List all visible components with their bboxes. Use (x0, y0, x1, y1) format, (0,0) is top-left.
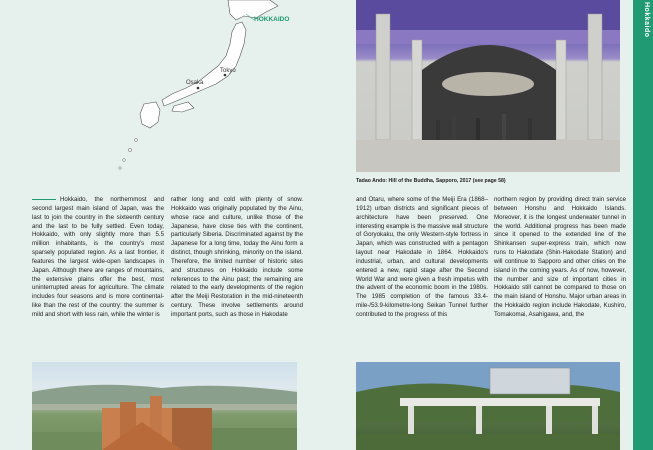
map-label-osaka: Osaka (186, 80, 204, 86)
map-label-tokyo: Tokyo (220, 68, 236, 74)
photo-brick-building (32, 362, 297, 450)
text-column-2 (171, 196, 303, 320)
photo-caption: Tadao Ando: Hill of the Buddha, Sapporo, 2017 (see page 58) (356, 178, 506, 184)
hill-of-buddha-illustration (356, 0, 620, 172)
map-label-hokkaido: HOKKAIDO (254, 16, 290, 23)
column-4-text: northern region by providing direct train service between Honshu and Hokkaido Islands. Moreover, it is the longest underwater tunnel in the world. Additional progress has been made since it opened to the extended line of the Shinkansen super-express train, which now runs to Hakodate (Shin-Hakodate Station) and will continue to Sapporo and other cities on the island in the coming years. As of now, however, the number and size of important cities in Hokkaido still cannot be compared to those on the main island of Honshu. Major urban areas in the Hokkaido region include Hakodate, Kushiro, Tomakomai, Asahigawa, and, the (494, 196, 626, 318)
photo-hill-of-buddha (356, 0, 620, 172)
photo-modern-building (356, 362, 620, 450)
text-column-4 (494, 196, 626, 320)
japan-map (110, 0, 310, 180)
text-column-1 (32, 196, 164, 320)
lead-rule (32, 199, 56, 200)
chapter-tab (633, 0, 653, 450)
japan-map-graphic (110, 0, 310, 180)
column-1-text: Hokkaido, the northernmost and second largest main island of Japan, was the last to join the country in the sixteenth century and the last to be fully settled. Even today, Hokkaido, with only slightly more than 5.5 million inhabitants, is the country's most sparsely populated region. As a last frontier, it features the largest wide-open landscapes in Japan. Although there are ranges of mountains, the extensive plains offer the best, most uninterrupted areas for agriculture. The climate includes four seasons and is more continental-like than the rest of the country: the summer is mild and short with less rain, while the winter is (32, 196, 164, 318)
column-3-text: and Otaru, where some of the Meiji Era (1868–1912) urban districts and significant pieces of architecture have been preserved. One interesting example is the massive wall structure of Goryokaku, the only Western-style fortress in Japan, which was constructed with a pentagon layout near Hakodate in 1864. Hokkaido's industrial, urban, and cultural developments entered a new, rapid stage after the Second World War and were given a fresh impetus with the advent of the economic boom in the 1980s. The 1985 completion of the famous 33.4-mile-/53.9-kilometre-long Seikan Tunnel further contributed to the progress of this (356, 196, 488, 318)
column-2-text: rather long and cold with plenty of snow. Hokkaido was originally populated by the Ainu, whose race and culture, unlike those of the Japanese, have close ties with the continent, particularly Siberia. Discriminated against by the Japanese for a long time, today the Ainu form a distinct, though shrinking, minority on the island. Therefore, the limited number of historic sites and structures on Hokkaido include some references to the Ainu past; the remaining are related to the early developments of the region after the Meiji Restoration in the mid-nineteenth century. These involve settlements around important ports, such as those in Hakodate (171, 196, 303, 318)
modern-building-illustration (356, 362, 620, 450)
brick-building-illustration (32, 362, 297, 450)
chapter-tab-label: Hokkaido (643, 2, 650, 38)
text-column-3 (356, 196, 488, 320)
